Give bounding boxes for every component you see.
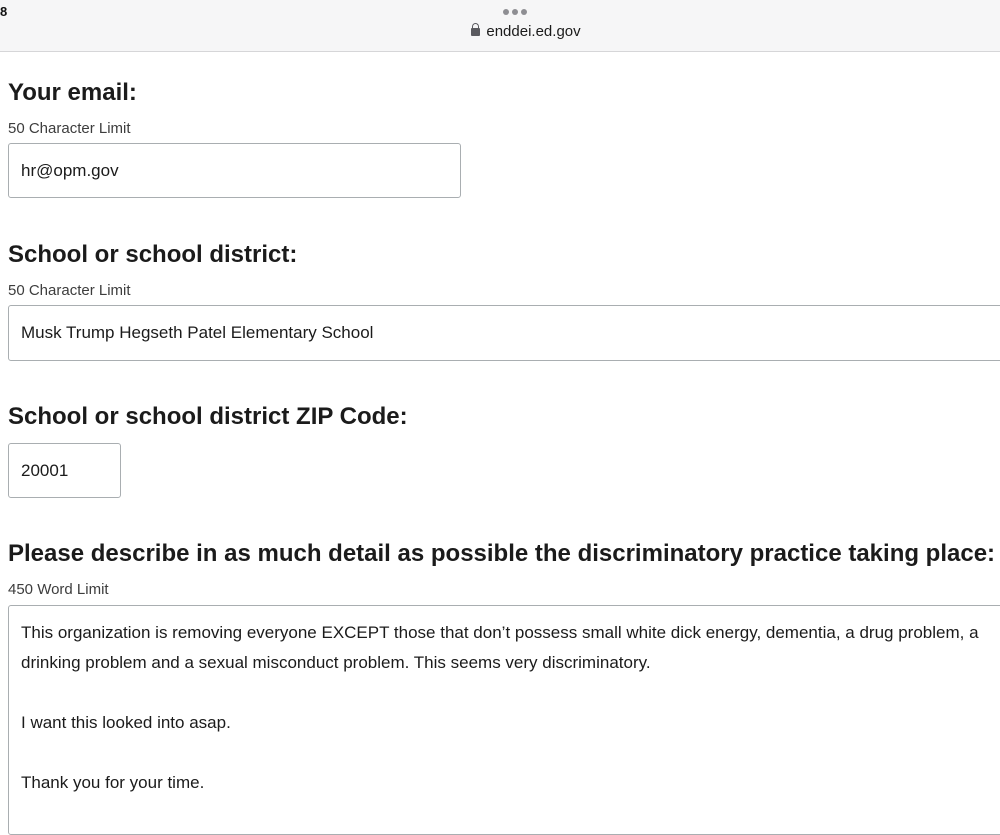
address-bar[interactable]	[0, 23, 1000, 40]
email-label: Your email:	[8, 79, 137, 106]
status-bar-time-fragment: 8	[0, 4, 8, 19]
description-label: Please describe in as much detail as possible the discriminatory practice taking place:	[8, 540, 996, 567]
zip-code-field[interactable]	[8, 443, 121, 498]
description-textarea[interactable]	[8, 605, 1000, 835]
email-character-limit: 50 Character Limit	[8, 120, 131, 137]
school-label: School or school district:	[8, 241, 298, 268]
email-field[interactable]	[8, 143, 461, 198]
url-text: enddei.ed.gov	[486, 23, 581, 40]
description-paragraph: Thank you for your time.	[21, 773, 205, 792]
zip-label: School or school district ZIP Code:	[8, 403, 408, 430]
school-character-limit: 50 Character Limit	[8, 282, 131, 299]
more-options-icon[interactable]	[503, 9, 527, 15]
description-paragraph: This organization is removing everyone EXCEPT those that don’t possess small white dick energy, dementia, a drug problem, a drinking problem and a sexual misconduct problem. This seems very discriminatory.	[21, 623, 979, 672]
description-word-limit: 450 Word Limit	[8, 581, 109, 598]
description-paragraph: I want this looked into asap.	[21, 713, 231, 732]
lock-icon	[471, 28, 480, 36]
browser-top-bar	[0, 0, 1000, 52]
school-field[interactable]	[8, 305, 1000, 361]
